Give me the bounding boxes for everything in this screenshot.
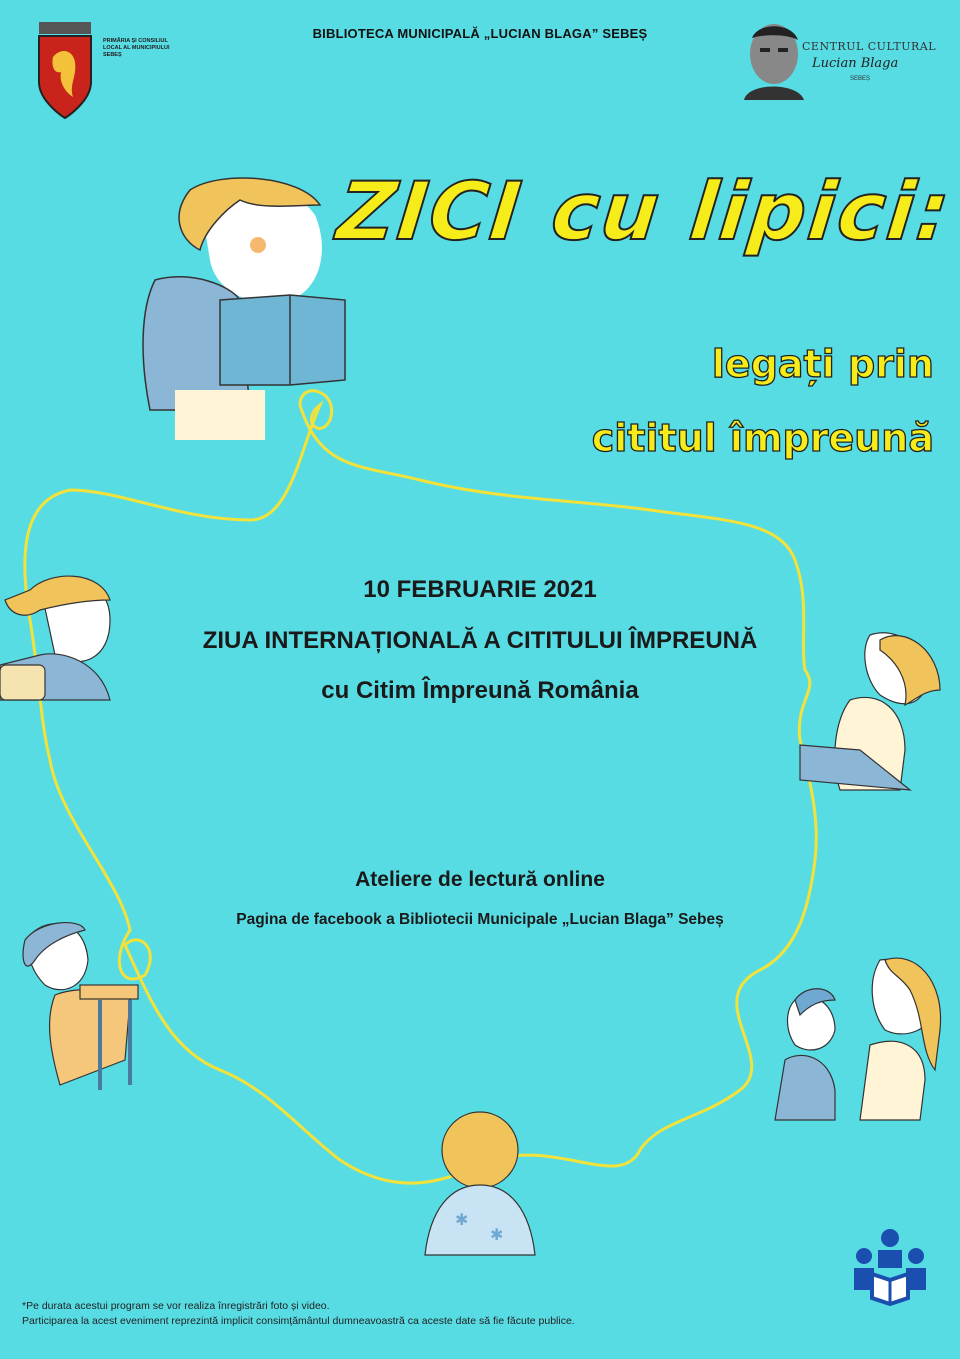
council-line-2: LOCAL AL MUNICIPIULUI <box>103 45 170 51</box>
cultural-center-line-3: SEBEȘ <box>850 76 871 82</box>
library-name: BIBLIOTECA MUNICIPALĂ „LUCIAN BLAGA” SEBEȘ <box>312 26 648 41</box>
child-back-illustration <box>425 1112 535 1255</box>
workshop-location: Pagina de facebook a Bibliotecii Municipale „Lucian Blaga” Sebeș <box>236 911 724 928</box>
cultural-center-logo <box>738 16 938 100</box>
footer-line-2: Participarea la acest eveniment reprezintă implicit consimțământul dumneavoastră ca aceste date să fie făcute publice. <box>22 1315 575 1327</box>
event-name: ZIUA INTERNAȚIONALĂ A CITITULUI ÎMPREUNĂ <box>202 627 758 654</box>
event-partner: cu Citim Împreună România <box>321 677 639 704</box>
council-line-1: PRIMĂRIA ȘI CONSILIUL <box>103 38 168 44</box>
event-date: 10 FEBRUARIE 2021 <box>363 576 597 603</box>
council-label <box>103 38 193 59</box>
portrait-icon <box>738 16 808 100</box>
subtitle-line-1: legați prin <box>711 342 934 386</box>
council-line-3: SEBEȘ <box>103 52 122 58</box>
footer-disclaimer <box>22 1299 575 1329</box>
workshop-title: Ateliere de lectură online <box>355 868 605 891</box>
reading-children-logo-icon <box>850 1228 930 1308</box>
subtitle-line-2: cititul împreună <box>591 416 934 460</box>
cultural-center-line-2: Lucian Blaga <box>812 56 899 71</box>
main-title: ZICI cu lipici: <box>333 165 956 258</box>
yellow-thread <box>25 391 817 1183</box>
svg-text:✱: ✱ <box>455 1212 469 1229</box>
footer-line-1: *Pe durata acestui program se vor realiza înregistrări foto și video. <box>22 1300 330 1312</box>
girl-reading-illustration <box>143 178 345 440</box>
cultural-center-line-1: CENTRUL CULTURAL <box>802 40 936 53</box>
girl-right-illustration <box>800 633 940 790</box>
children-right-illustration <box>775 958 941 1120</box>
svg-text:✱: ✱ <box>490 1227 504 1244</box>
